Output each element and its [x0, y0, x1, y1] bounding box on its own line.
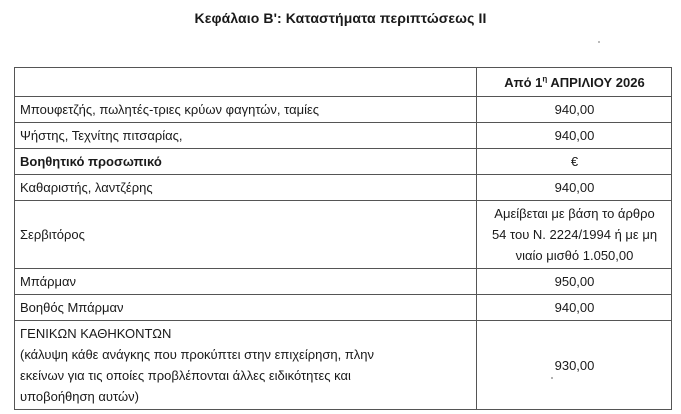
row-label: [15, 321, 477, 410]
table-row: [15, 123, 672, 149]
header-date-sup: η: [542, 74, 548, 84]
table-row: [15, 149, 672, 175]
row-label-line: υποβοήθηση αυτών): [20, 389, 139, 404]
table-row: [15, 97, 672, 123]
row-label: Μπουφετζής, πωλητές-τριες κρύων φαγητών, ταμίες: [15, 97, 477, 123]
row-value-line: Αμείβεται με βάση το άρθρο: [494, 206, 655, 221]
header-date-cell: [477, 68, 672, 97]
page-title: Κεφάλαιο Β': Καταστήματα περιπτώσεως ΙΙ: [194, 10, 487, 26]
scan-speck: [551, 377, 553, 379]
row-value: 940,00: [477, 175, 672, 201]
row-value: 950,00: [477, 269, 672, 295]
row-label-line: εκείνων για τις οποίες προβλέπονται άλλες ειδικότητες και: [20, 368, 351, 383]
wage-table: [14, 67, 672, 410]
row-label: Μπάρμαν: [15, 269, 477, 295]
row-value: 940,00: [477, 295, 672, 321]
table-row: [15, 295, 672, 321]
row-value: 940,00: [477, 123, 672, 149]
row-value: [477, 201, 672, 269]
table-row: [15, 175, 672, 201]
row-label-line: (κάλυψη κάθε ανάγκης που προκύπτει στην επιχείρηση, πλην: [20, 347, 375, 362]
row-label: Βοηθητικό προσωπικό: [15, 149, 477, 175]
table-row: [15, 201, 672, 269]
row-value: €: [477, 149, 672, 175]
row-label: Σερβιτόρος: [15, 201, 477, 269]
row-value-line: 54 του Ν. 2224/1994 ή με μη: [491, 227, 658, 242]
row-label: Βοηθός Μπάρμαν: [15, 295, 477, 321]
row-label: Καθαριστής, λαντζέρης: [15, 175, 477, 201]
table-row: [15, 269, 672, 295]
row-value: 940,00: [477, 97, 672, 123]
table-header-row: [15, 68, 672, 97]
header-date-prefix: Από 1: [504, 74, 543, 90]
row-label: Ψήστης, Τεχνίτης πιτσαρίας,: [15, 123, 477, 149]
header-label-cell: [15, 68, 477, 97]
scan-speck: [598, 41, 600, 43]
header-date-suffix: ΑΠΡΙΛΙΟΥ 2026: [547, 74, 645, 90]
row-value-line: νιαίο μισθό 1.050,00: [515, 248, 634, 263]
table-row: [15, 321, 672, 410]
row-label-line: ΓΕΝΙΚΩΝ ΚΑΘΗΚΟΝΤΩΝ: [20, 326, 172, 341]
row-value: 930,00: [477, 321, 672, 410]
